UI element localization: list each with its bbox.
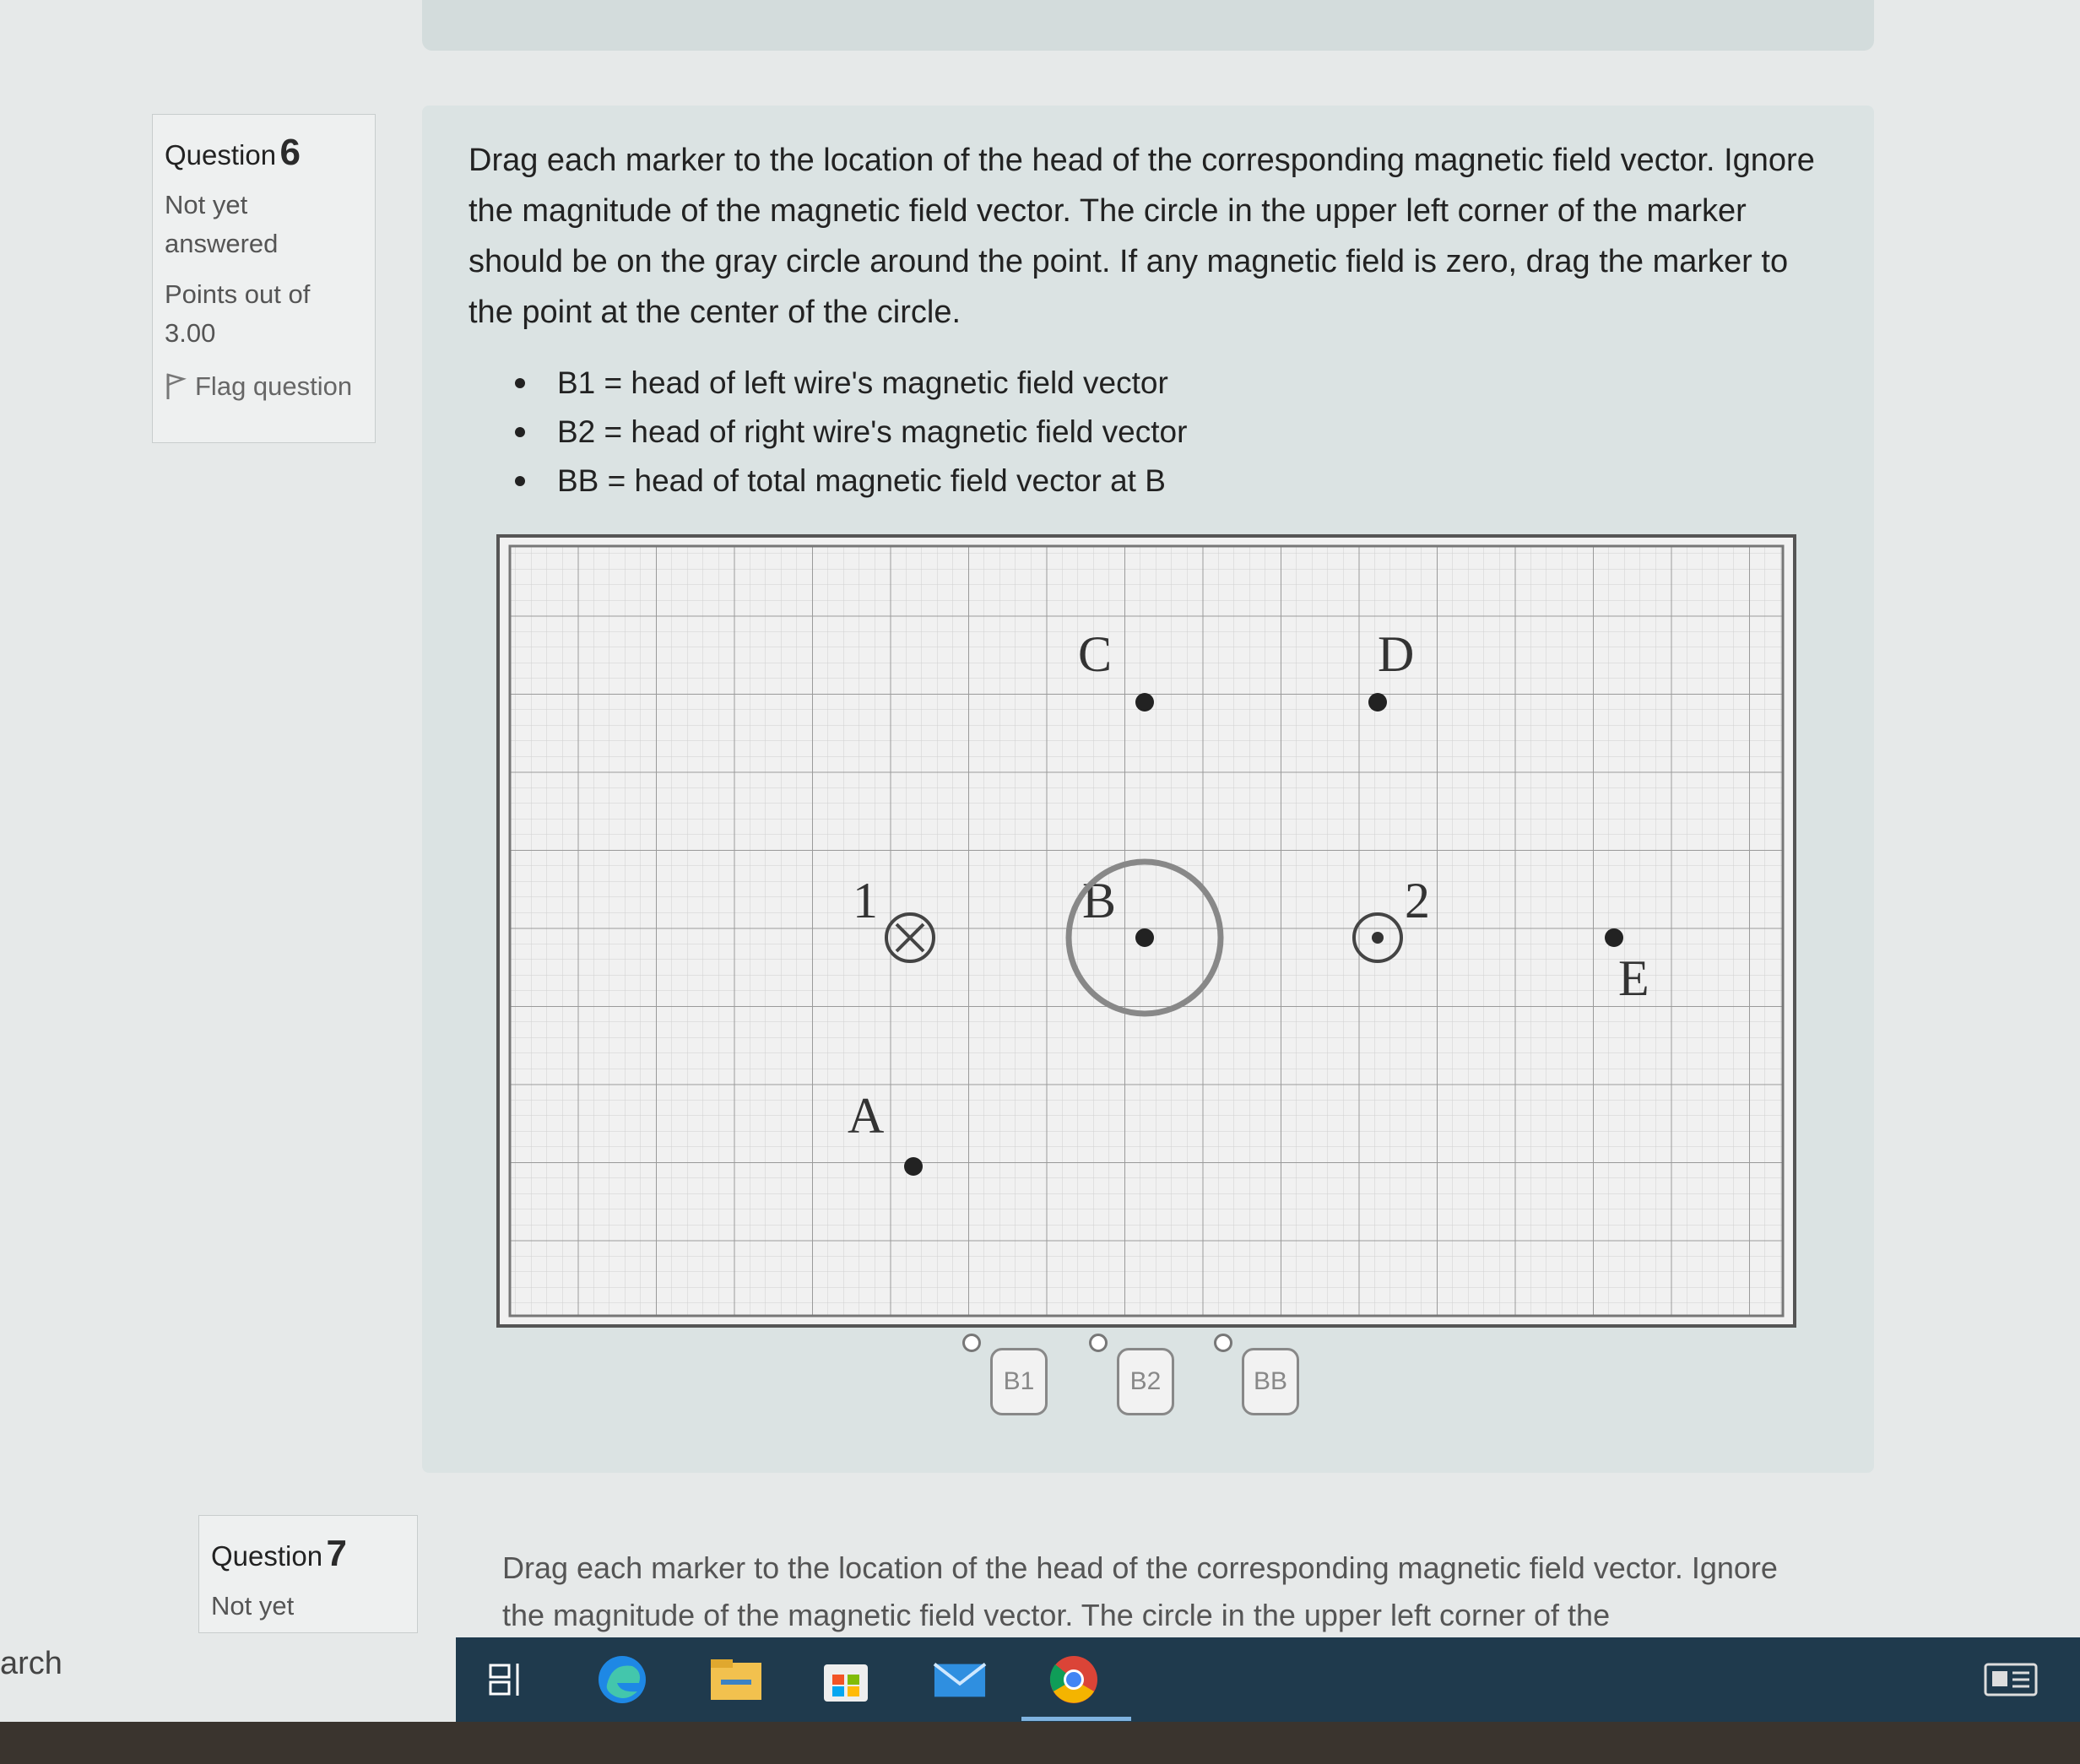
- marker-label: B1: [990, 1348, 1048, 1415]
- point-e-label: E: [1618, 950, 1649, 1006]
- edge-icon[interactable]: [595, 1653, 649, 1707]
- flag-question-label: Flag question: [195, 371, 353, 401]
- point-d-label: D: [1378, 626, 1415, 682]
- question-number: 6: [279, 132, 301, 173]
- list-item: BB = head of total magnetic field vector at B: [515, 457, 1187, 506]
- grid-canvas: [500, 538, 1793, 1324]
- flag-question-button[interactable]: [165, 371, 363, 402]
- flag-icon: [165, 372, 187, 401]
- search-box-fragment[interactable]: arch: [0, 1646, 62, 1681]
- question-label: Question: [211, 1540, 323, 1572]
- question-6-heading: [165, 132, 363, 174]
- top-content-strip: [422, 0, 1874, 51]
- question-status: Not yet answered: [165, 190, 279, 258]
- question-6-info: [152, 114, 376, 443]
- chrome-active-indicator: [1021, 1717, 1131, 1721]
- question-status: Not yet: [211, 1591, 295, 1621]
- drag-drop-diagram[interactable]: [496, 534, 1796, 1328]
- question-number: 7: [326, 1533, 348, 1574]
- point-a: [904, 1157, 923, 1176]
- marker-handle-icon: [962, 1334, 981, 1352]
- store-icon[interactable]: [819, 1653, 873, 1707]
- point-c-label: C: [1078, 626, 1113, 682]
- list-item: B2 = head of right wire's magnetic field vector: [515, 408, 1187, 457]
- marker-handle-icon: [1214, 1334, 1232, 1352]
- chrome-icon[interactable]: [1047, 1653, 1101, 1707]
- list-item: B1 = head of left wire's magnetic field vector: [515, 359, 1187, 408]
- task-view-icon[interactable]: [481, 1653, 535, 1707]
- point-e: [1605, 928, 1623, 947]
- instruction-list: [515, 359, 1187, 506]
- point-d: [1368, 693, 1387, 712]
- marker-handle-icon: [1089, 1334, 1108, 1352]
- wire-1-label: 1: [853, 873, 878, 928]
- wire-2-label: 2: [1405, 873, 1430, 928]
- question-6-prompt: Drag each marker to the location of the head of the corresponding magnetic field vector. Ignore the magnitude of the magnetic field vector. The circle in the upper left corner of the marker should be on the gray circle around the point. If any magnetic field is zero, drag the marker to the point at the center of the circle.: [469, 143, 1815, 330]
- question-label: Question: [165, 139, 277, 170]
- file-explorer-icon[interactable]: [709, 1653, 763, 1707]
- windows-taskbar: [456, 1637, 2080, 1722]
- point-b-label: B: [1082, 873, 1117, 928]
- news-widget-icon[interactable]: [1984, 1653, 2038, 1707]
- marker-label: B2: [1117, 1348, 1174, 1415]
- question-7-prompt: Drag each marker to the location of the head of the corresponding magnetic field vector. Ignore the magnitude of the magnetic field vector. The circle in the upper left corner of the: [502, 1550, 1778, 1632]
- question-points: Points out of 3.00: [165, 279, 311, 348]
- point-c: [1135, 693, 1154, 712]
- screen-bezel: [0, 1722, 2080, 1764]
- question-7-heading: [211, 1533, 405, 1575]
- marker-label: BB: [1242, 1348, 1299, 1415]
- mail-icon[interactable]: [933, 1653, 987, 1707]
- point-a-label: A: [848, 1088, 885, 1144]
- point-b: [1135, 928, 1154, 947]
- question-7-info: [198, 1515, 418, 1633]
